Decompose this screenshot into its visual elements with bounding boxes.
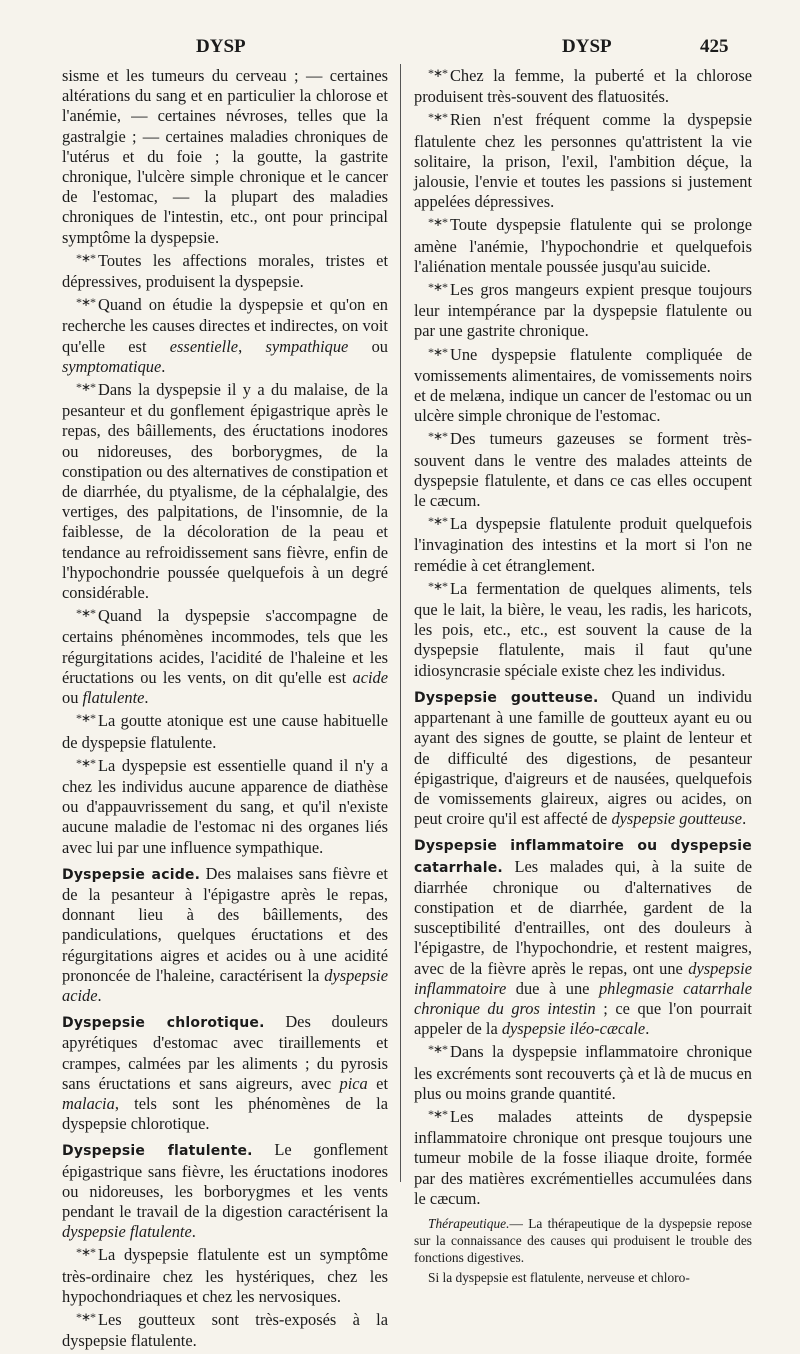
paragraph — [414, 579, 752, 681]
page-number: 425 — [700, 36, 729, 57]
therapeutics-text: — La thérapeutique de la dyspepsie repose sur la connaissance des causes qui produisent le trouble des fonctions digestives. — [414, 1215, 752, 1265]
section-paragraph — [414, 687, 752, 829]
paragraph — [62, 66, 388, 248]
paragraph-text: Les malades qui, à la suite de diarrhée chronique ou d'alternatives de constipation et de diarrhée, gardent de la susceptibilité d'entrailles, ont des douleurs à l'épigastre, de l'hypochondrie, et restent maigres, avec de la fièvre après le repas, ont une — [414, 856, 752, 978]
paragraph — [62, 1245, 388, 1307]
asterism-glyph: *∗* — [428, 280, 448, 295]
italic-term: pica — [339, 1073, 368, 1093]
paragraph — [414, 1042, 752, 1104]
italic-term: dyspepsie flatulente — [62, 1222, 192, 1242]
paragraph-text: Quand un individu appartenant à une famille de goutteux ayant eu ou ayant des signes de goutte, se plaint de lenteur et de difficulté des digestions, de pesanteur épigastrique, d'aigreurs et de nausées, quelquefois de vomissements glaireux, aigres ou acides, on peut croire qu'il est affecté de — [414, 686, 752, 829]
paragraph-text: sisme et les tumeurs du cerveau ; — certaines altérations du sang et en particulier la chlorose et l'anémie, — certaines névroses, telles que la gastralgie ; — certaines maladies chroniques de l'utérus et du foie ; la goutte, la gastrite chronique, l'ulcère simple chronique et le cancer de l'estomac, — la plupart des maladies chroniques de l'intestin, etc., ont pour principal symptôme la dyspepsie. — [62, 66, 388, 247]
paragraph-text: Une dyspepsie flatulente compliquée de vomissements alimentaires, de vomissements noirs et de melæna, indique un cancer de l'estomac ou un ulcère simple chronique de l'estomac. — [414, 344, 752, 426]
asterism-glyph: *∗* — [76, 295, 96, 310]
paragraph — [62, 756, 388, 858]
paragraph — [62, 295, 388, 377]
italic-term: symptomatique — [62, 356, 162, 376]
paragraph — [62, 251, 388, 292]
italic-term: sympathique — [265, 336, 349, 356]
paragraph-text: La dyspepsie flatulente produit quelquefois l'invagination des intestins et la mort si l'on ne remédie à cet étranglement. — [414, 514, 752, 575]
paragraph-text: Le gonflement épigastrique sans fièvre, les éructations inodores ou nidoreuses, les borborygmes et les vents pendant le travail de la digestion caractérisent la — [62, 1140, 388, 1221]
asterism-glyph: *∗* — [428, 110, 448, 125]
left-column — [62, 66, 388, 1354]
italic-term: flatulente — [82, 688, 145, 708]
paragraph-text: Rien n'est fréquent comme la dyspepsie flatulente chez les personnes qu'attristent la vie solitaire, la prison, l'exil, l'ambition déçue, la jalousie, l'envie et toutes les passions si justement appelées dépressives. — [414, 110, 752, 212]
paragraph — [62, 711, 388, 752]
paragraph — [414, 429, 752, 511]
asterism-glyph: *∗* — [76, 380, 96, 395]
italic-term: dyspepsie goutteuse — [611, 809, 743, 829]
paragraph — [414, 215, 752, 277]
paragraph-text: . — [742, 809, 747, 829]
therapeutics-label: Thérapeutique. — [428, 1215, 510, 1231]
paragraph-text: Dans la dyspepsie il y a du malaise, de la pesanteur et du gonflement épigastrique après le repas, des bâillements, des éructations inodores ou nidoreuses, des borborygmes, de la constipation ou des alternatives de constipation et de diarrhée, du ptyalisme, de la céphalalgie, des vertiges, des palpitations, de l'insomnie, de la faiblesse, de la décoloration de la peau et tendance au refroidissement sans fièvre, enfin de l'hypochondrie poussée quelquefois à un degré considérable. — [62, 380, 388, 603]
paragraph — [414, 66, 752, 107]
paragraph-text: ou — [348, 336, 388, 356]
paragraph-text: Des malaises sans fièvre et de la pesanteur à l'épigastre après le repas, donnant lieu à des bâillements, des pandiculations, quelques éructations et des régurgitations aigres et acides ou à une acidité prononcée de l'haleine, caractérisent la — [62, 863, 388, 985]
entry-heading: Dyspepsie inflammatoire ou dyspepsie catarrhale. — [414, 838, 752, 876]
paragraph-text: La goutte atonique est une cause habituelle de dyspepsie flatulente. — [62, 711, 388, 752]
asterism-glyph: *∗* — [76, 1245, 96, 1260]
paragraph-text: Des douleurs apyrétiques d'estomac avec tiraillements et crampes, calmées par les aliments ; du pyrosis sans éructations et sans aigreurs, avec — [62, 1012, 388, 1093]
paragraph-text: Toutes les affections morales, tristes et dépressives, produisent la dyspepsie. — [62, 250, 388, 292]
asterism-glyph: *∗* — [76, 250, 96, 265]
paragraph-text: , — [238, 336, 266, 356]
right-column — [414, 66, 752, 1289]
paragraph-text: Chez la femme, la puberté et la chlorose produisent très-souvent des flatuosités. — [414, 66, 752, 107]
italic-term: essentielle — [169, 336, 239, 356]
asterism-glyph: *∗* — [428, 66, 448, 80]
section-paragraph — [414, 835, 752, 1039]
entry-heading: Dyspepsie flatulente. — [62, 1143, 253, 1160]
paragraph-text: La dyspepsie est essentielle quand il n'y a chez les individus aucune apparence de diathèse ou d'appauvrissement du sang, et qu'il n'existe aucune maladie de l'estomac ni des organes liés avec lui par une influence sympathique. — [62, 755, 388, 857]
header-left-word: DYSP — [196, 36, 246, 57]
paragraph-text: Les goutteux sont très-exposés à la dyspepsie flatulente. — [62, 1309, 388, 1351]
paragraph-text: La dyspepsie flatulente est un symptôme très-ordinaire chez les hystériques, chez les hypochondriaques et chez les nervosiques. — [62, 1245, 388, 1306]
asterism-glyph: *∗* — [428, 1042, 448, 1057]
paragraph-text: . — [144, 688, 149, 708]
therapeutics-paragraph — [414, 1215, 752, 1266]
italic-term: dyspepsie inflammatoire — [414, 958, 752, 998]
section-paragraph — [62, 1012, 388, 1134]
asterism-glyph: *∗* — [76, 711, 96, 726]
asterism-glyph: *∗* — [76, 606, 96, 621]
entry-heading: Dyspepsie chlorotique. — [62, 1015, 265, 1032]
paragraph-text: Des tumeurs gazeuses se forment très-souvent dans le ventre des malades atteints de dyspepsie flatulente, et dans ce cas elles occupent le cæcum. — [414, 429, 752, 511]
asterism-glyph: *∗* — [76, 755, 96, 770]
asterism-glyph: *∗* — [428, 1106, 448, 1121]
paragraph-text: La fermentation de quelques aliments, tels que le lait, la bière, le veau, les radis, les haricots, les pois, etc., etc., est souvent la cause de la dyspepsie flatulente, mais il faut qu'une idiosyncrasie spéciale existe chez les individus. — [414, 578, 752, 680]
section-paragraph — [62, 864, 388, 1006]
paragraph — [62, 606, 388, 708]
asterism-glyph: *∗* — [428, 578, 448, 593]
paragraph-text: due à une — [506, 978, 599, 998]
entry-heading: Dyspepsie acide. — [62, 866, 201, 883]
paragraph-text: . — [161, 356, 166, 376]
paragraph — [414, 345, 752, 427]
paragraph-text: et — [367, 1073, 388, 1093]
paragraph-text: , tels sont les phénomènes de la dyspepsie chlorotique. — [62, 1093, 388, 1134]
column-divider — [400, 64, 401, 1182]
paragraph-text: Si la dyspepsie est flatulente, nerveuse et chloro- — [428, 1269, 690, 1285]
asterism-glyph: *∗* — [76, 1309, 96, 1324]
paragraph — [62, 380, 388, 603]
therapeutics-last-line — [414, 1269, 752, 1286]
paragraph — [414, 280, 752, 342]
paragraph — [414, 514, 752, 576]
italic-term: dyspepsie iléo-cæcale — [501, 1019, 646, 1039]
italic-term: acide — [352, 667, 388, 687]
italic-term: dyspepsie acide — [62, 965, 388, 1005]
paragraph-text: ; ce que l'on pourrait appeler de la — [414, 998, 752, 1039]
italic-term: phlegmasie catarrhale chronique du gros intestin — [414, 978, 753, 1018]
paragraph-text: Quand on étudie la dyspepsie et qu'on en recherche les causes directes et indirectes, on voit qu'elle est — [62, 295, 388, 356]
paragraph-text: Dans la dyspepsie inflammatoire chronique les excréments sont recouverts çà et là de mucus en plus ou moins grande quantité. — [414, 1042, 752, 1103]
paragraph — [414, 1107, 752, 1209]
paragraph — [414, 110, 752, 212]
paragraph-text: Les malades atteints de dyspepsie inflammatoire chronique ont presque toujours une tumeur mobile de la fosse iliaque droite, formée par des matières excrémentielles accumulées dans le cæcum. — [414, 1106, 752, 1208]
section-paragraph — [62, 1140, 388, 1242]
therapeutics-block — [414, 1215, 752, 1286]
paragraph-text: . — [645, 1019, 650, 1039]
asterism-glyph: *∗* — [428, 344, 448, 359]
italic-term: malacia — [62, 1093, 115, 1113]
paragraph-text: . — [191, 1222, 196, 1242]
asterism-glyph: *∗* — [428, 215, 448, 230]
header-right-word: DYSP — [562, 36, 612, 57]
running-header — [0, 36, 800, 60]
paragraph-text: Les gros mangeurs expient presque toujours leur intempérance par la dyspepsie flatulente ou par une gastrite chronique. — [414, 280, 752, 341]
paragraph — [62, 1310, 388, 1351]
paragraph-text: Quand la dyspepsie s'accompagne de certains phénomènes incommodes, tels que les régurgitations acides, l'acidité de l'haleine et les éructations ou les vents, on dit qu'elle est — [62, 606, 388, 687]
paragraph-text: ou — [62, 688, 83, 708]
entry-heading: Dyspepsie goutteuse. — [414, 689, 599, 706]
asterism-glyph: *∗* — [428, 429, 448, 444]
paragraph-text: Toute dyspepsie flatulente qui se prolonge amène l'anémie, l'hypochondrie et quelquefois l'aliénation mentale poussée jusqu'au suicide. — [414, 215, 752, 276]
asterism-glyph: *∗* — [428, 514, 448, 529]
paragraph-text: . — [97, 985, 102, 1005]
